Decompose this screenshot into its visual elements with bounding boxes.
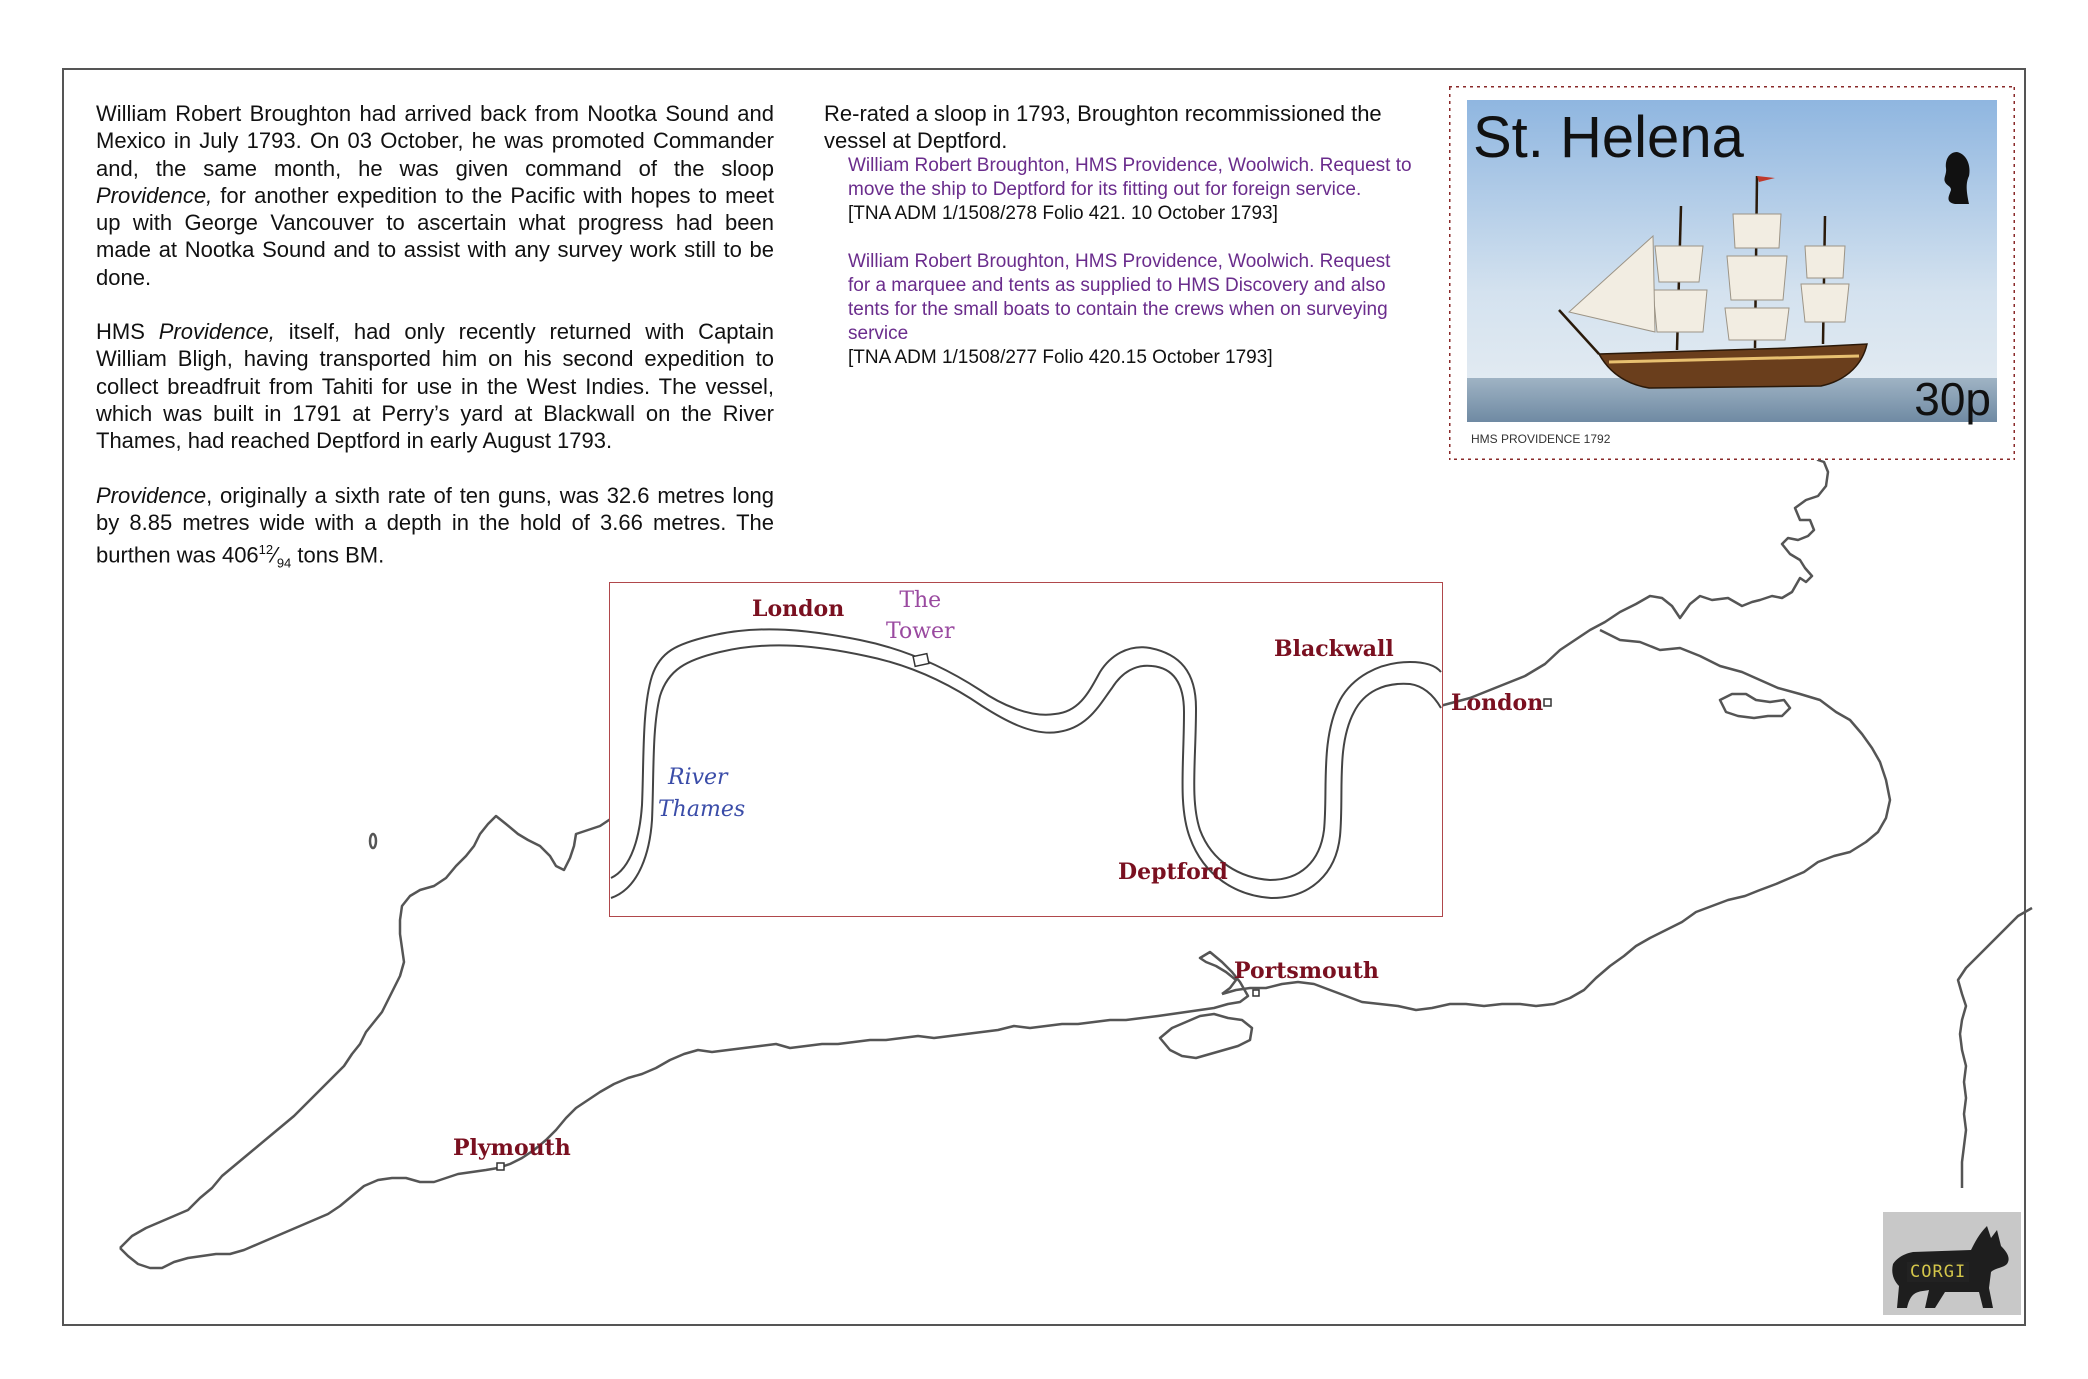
portsmouth-marker <box>1253 990 1259 996</box>
plymouth-marker <box>497 1163 504 1170</box>
stamp-country-name: St. Helena <box>1473 105 1744 170</box>
inset-label-blackwall: Blackwall <box>1274 636 1394 662</box>
thames-estuary-islands <box>1720 694 1790 718</box>
french-coast <box>1958 908 2032 1188</box>
postage-stamp <box>1449 86 2015 460</box>
inset-label-the-tower: The Tower <box>886 588 955 644</box>
inset-map-frame <box>609 582 1443 917</box>
map-label-plymouth: Plymouth <box>453 1135 571 1161</box>
south-coast <box>120 952 1248 1268</box>
letter-summary: William Robert Broughton, HMS Providence, Woolwich. Request to move the ship to Deptford for its fitting out for foreign service. <box>848 155 1412 200</box>
rerated-intro: Re-rated a sloop in 1793, Broughton recommissioned the vessel at Deptford. <box>824 101 1382 153</box>
letter-entry-1 <box>848 154 1414 226</box>
logo-text: CORGI <box>1907 1262 1969 1282</box>
burthen-fraction-denominator: 94 <box>276 555 292 571</box>
isle-of-wight <box>1160 1014 1252 1058</box>
map-label-portsmouth: Portsmouth <box>1234 958 1379 984</box>
letter-reference: [TNA ADM 1/1508/278 Folio 421. 10 October 1793] <box>848 203 1278 224</box>
corgi-logo <box>1883 1212 2021 1315</box>
burthen-fraction-numerator: 12 <box>258 542 274 558</box>
letter-summary: William Robert Broughton, HMS Providence, Woolwich. Request for a marquee and tents as supplied to HMS Discovery and also tents for the small boats to contain the crews when on surveying service <box>848 251 1391 344</box>
inset-label-london: London <box>752 596 845 622</box>
paragraph-providence-dimensions: Providence, originally a sixth rate of ten guns, was 32.6 metres long by 8.85 metres wide with a depth in the hold of 3.66 metres. The burthen was $406^{12}⁄_{94}$ tons BM. <box>96 482 774 571</box>
paragraph-providence-history: HMS Providence, itself, had only recently returned with Captain William Bligh, having transported him on his second expedition to collect breadfruit from Tahiti for use in the West Indies. The vessel, which was built in 1791 at Perry’s yard at Blackwall on the River Thames, had reached Deptford in early August 1793. <box>96 319 775 454</box>
inset-label-deptford: Deptford <box>1118 859 1228 885</box>
stamp-caption: HMS PROVIDENCE 1792 <box>1471 432 1611 446</box>
lundy-island <box>370 834 376 848</box>
inset-label-river-thames: River Thames <box>658 765 746 822</box>
london-marker <box>1544 699 1551 706</box>
map-label-london: London <box>1451 690 1544 716</box>
letter-entry-2 <box>848 250 1414 370</box>
stamp-denomination: 30p <box>1914 373 1991 425</box>
letters-column <box>824 100 1414 370</box>
article-column <box>96 100 774 604</box>
paragraph-broughton-return: William Robert Broughton had arrived back from Nootka Sound and Mexico in July 1793. On 03 October, he was promoted Commander and, the same month, he was given command of the sloop Providence, for another expedition to the Pacific with hopes to meet up with George Vancouver to ascertain what progress had been made at Nootka Sound and to assist with any survey work still to be done. <box>96 101 774 290</box>
letter-reference: [TNA ADM 1/1508/277 Folio 420.15 October 1793] <box>848 347 1273 368</box>
